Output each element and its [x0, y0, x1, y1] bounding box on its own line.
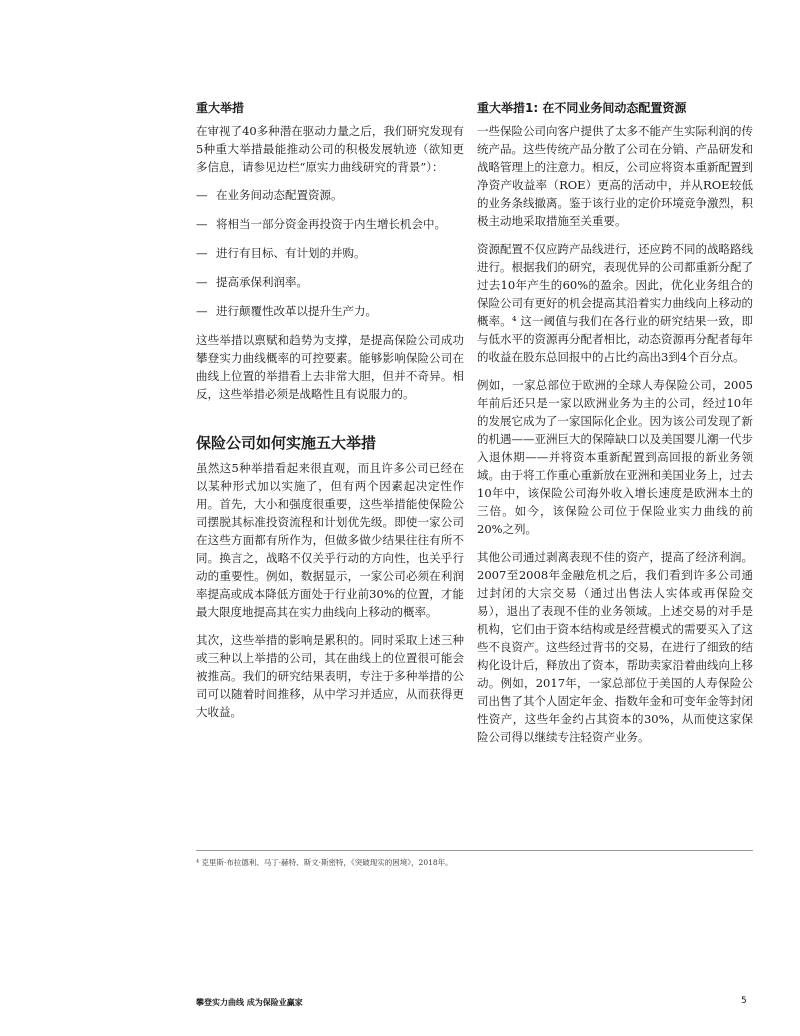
- dash-icon: —: [196, 304, 208, 318]
- section-title: 保险公司如何实施五大举措: [196, 434, 377, 452]
- body-paragraph: 例如，一家总部位于欧洲的全球人寿保险公司，2005年前后还只是一家以欧洲业务为主的公司，经过10年的发展它成为了一家国际化企业。因为该公司发现了新的机遇——亚洲巨大的保障缺口以及美国婴儿潮一代步入退休期——并将资本重新配置到高回报的新业务领域。由于将工作重心重新放在亚洲和美国业务上，过去10年中，该保险公司海外收入增长速度是欧洲本土的三倍。如今，该保险公司位于保险业实力曲线的前20%之列。: [477, 378, 753, 536]
- left-column: [196, 100, 464, 731]
- list-item-text: 提高承保利润率。: [216, 275, 308, 289]
- dash-icon: —: [196, 246, 208, 260]
- page-number: 5: [741, 996, 747, 1006]
- section-heading: 重大举措1: 在不同业务间动态配置资源: [477, 101, 687, 115]
- footer-title: 攀登实力曲线 成为保险业赢家: [196, 998, 303, 1007]
- footnote-divider: [196, 850, 753, 851]
- body-paragraph: 虽然这5种举措看起来很直观，而且许多公司已经在以某种形式加以实施了，但有两个因素起决定性作用。首先，大小和强度很重要，这些举措能使保险公司摆脱其标准投资流程和计划优先级。即使一家公司在这些方面都有所作为，但做多做少结果往往有所不同。换言之，战略不仅关乎行动的方向性，也关乎行动的重要性。例如，数据显示，一家公司必须在利润率提高或成本降低方面处于行业前30%的位置，才能最大限度地提高其在实力曲线向上移动的概率。: [196, 461, 464, 619]
- section-heading: 重大举措: [196, 101, 245, 115]
- list-item-text: 将相当一部分资金再投资于内生增长机会中。: [216, 217, 446, 231]
- dash-icon: —: [196, 188, 208, 202]
- body-paragraph: 一些保险公司向客户提供了太多不能产生实际利润的传统产品。这些传统产品分散了公司在分销、产品研发和战略管理上的注意力。相反，公司应将资本重新配置到净资产收益率（ROE）更高的活动中，并从ROE较低的业务条线撤离。鉴于该行业的定价环境竞争激烈，积极主动地采取措施至关重要。: [477, 124, 753, 228]
- summary-paragraph: 这些举措以禀赋和趋势为支撑，是提高保险公司成功攀登实力曲线概率的可控要素。能够影响保险公司在曲线上位置的举措看上去非常大胆，但并不奇异。相反，这些举措必须是战略性且有说服力的。: [196, 333, 464, 401]
- dash-icon: —: [196, 275, 208, 289]
- right-column: [477, 100, 753, 756]
- body-paragraph: 资源配置不仅应跨产品线进行，还应跨不同的战略路线进行。根据我们的研究，表现优异的公司都重新分配了过去10年产生的60%的盈余。因此，优化业务组合的保险公司有更好的机会提高其沿着实力曲线向上移动的概率。⁴ 这一阈值与我们在各行业的研究结果一致，即与低水平的资源再分配者相比，动态资源再分配者每年的收益在股东总回报中的占比约高出3到4个百分点。: [477, 242, 753, 364]
- list-item-text: 进行颠覆性改革以提升生产力。: [216, 304, 377, 318]
- list-item-text: 进行有目标、有计划的并购。: [216, 246, 366, 260]
- intro-paragraph: 在审视了40多种潜在驱动力量之后，我们研究发现有5种重大举措最能推动公司的积极发展轨迹（欲知更多信息，请参见边栏“原实力曲线研究的背景”）：: [196, 124, 464, 174]
- list-item-text: 在业务间动态配置资源。: [216, 188, 343, 202]
- body-paragraph: 其他公司通过剥离表现不佳的资产，提高了经济利润。2007至2008年金融危机之后，我们看到许多公司通过封闭的大宗交易（通过出售法人实体或再保险交易），退出了表现不佳的业务领域。上述交易的对手是机构，它们由于资本结构或是经营模式的需要买入了这些不良资产。这些经过背书的交易，在进行了细致的结构化设计后，释放出了资本，帮助卖家沿着曲线向上移动。例如，2017年，一家总部位于美国的人寿保险公司出售了其个人固定年金、指数年金和可变年金等封闭性资产，这些年金约占其资本的30%，从而使这家保险公司得以继续专注轻资产业务。: [477, 550, 753, 744]
- list-item: [196, 186, 464, 204]
- list-item: [196, 215, 464, 233]
- body-paragraph: 其次，这些举措的影响是累积的。同时采取上述三种或三种以上举措的公司，其在曲线上的位置很可能会被推高。我们的研究结果表明，专注于多种举措的公司可以随着时间推移，从中学习并适应，从而获得更大收益。: [196, 633, 464, 719]
- list-item: [196, 302, 464, 320]
- initiatives-list: [196, 186, 464, 320]
- footnote: ⁴ 克里斯·布拉德利、马丁·赫特、斯文·斯密特，《突破现实的困境》，2018年。: [196, 858, 453, 867]
- dash-icon: —: [196, 217, 208, 231]
- list-item: [196, 273, 464, 291]
- list-item: [196, 244, 464, 262]
